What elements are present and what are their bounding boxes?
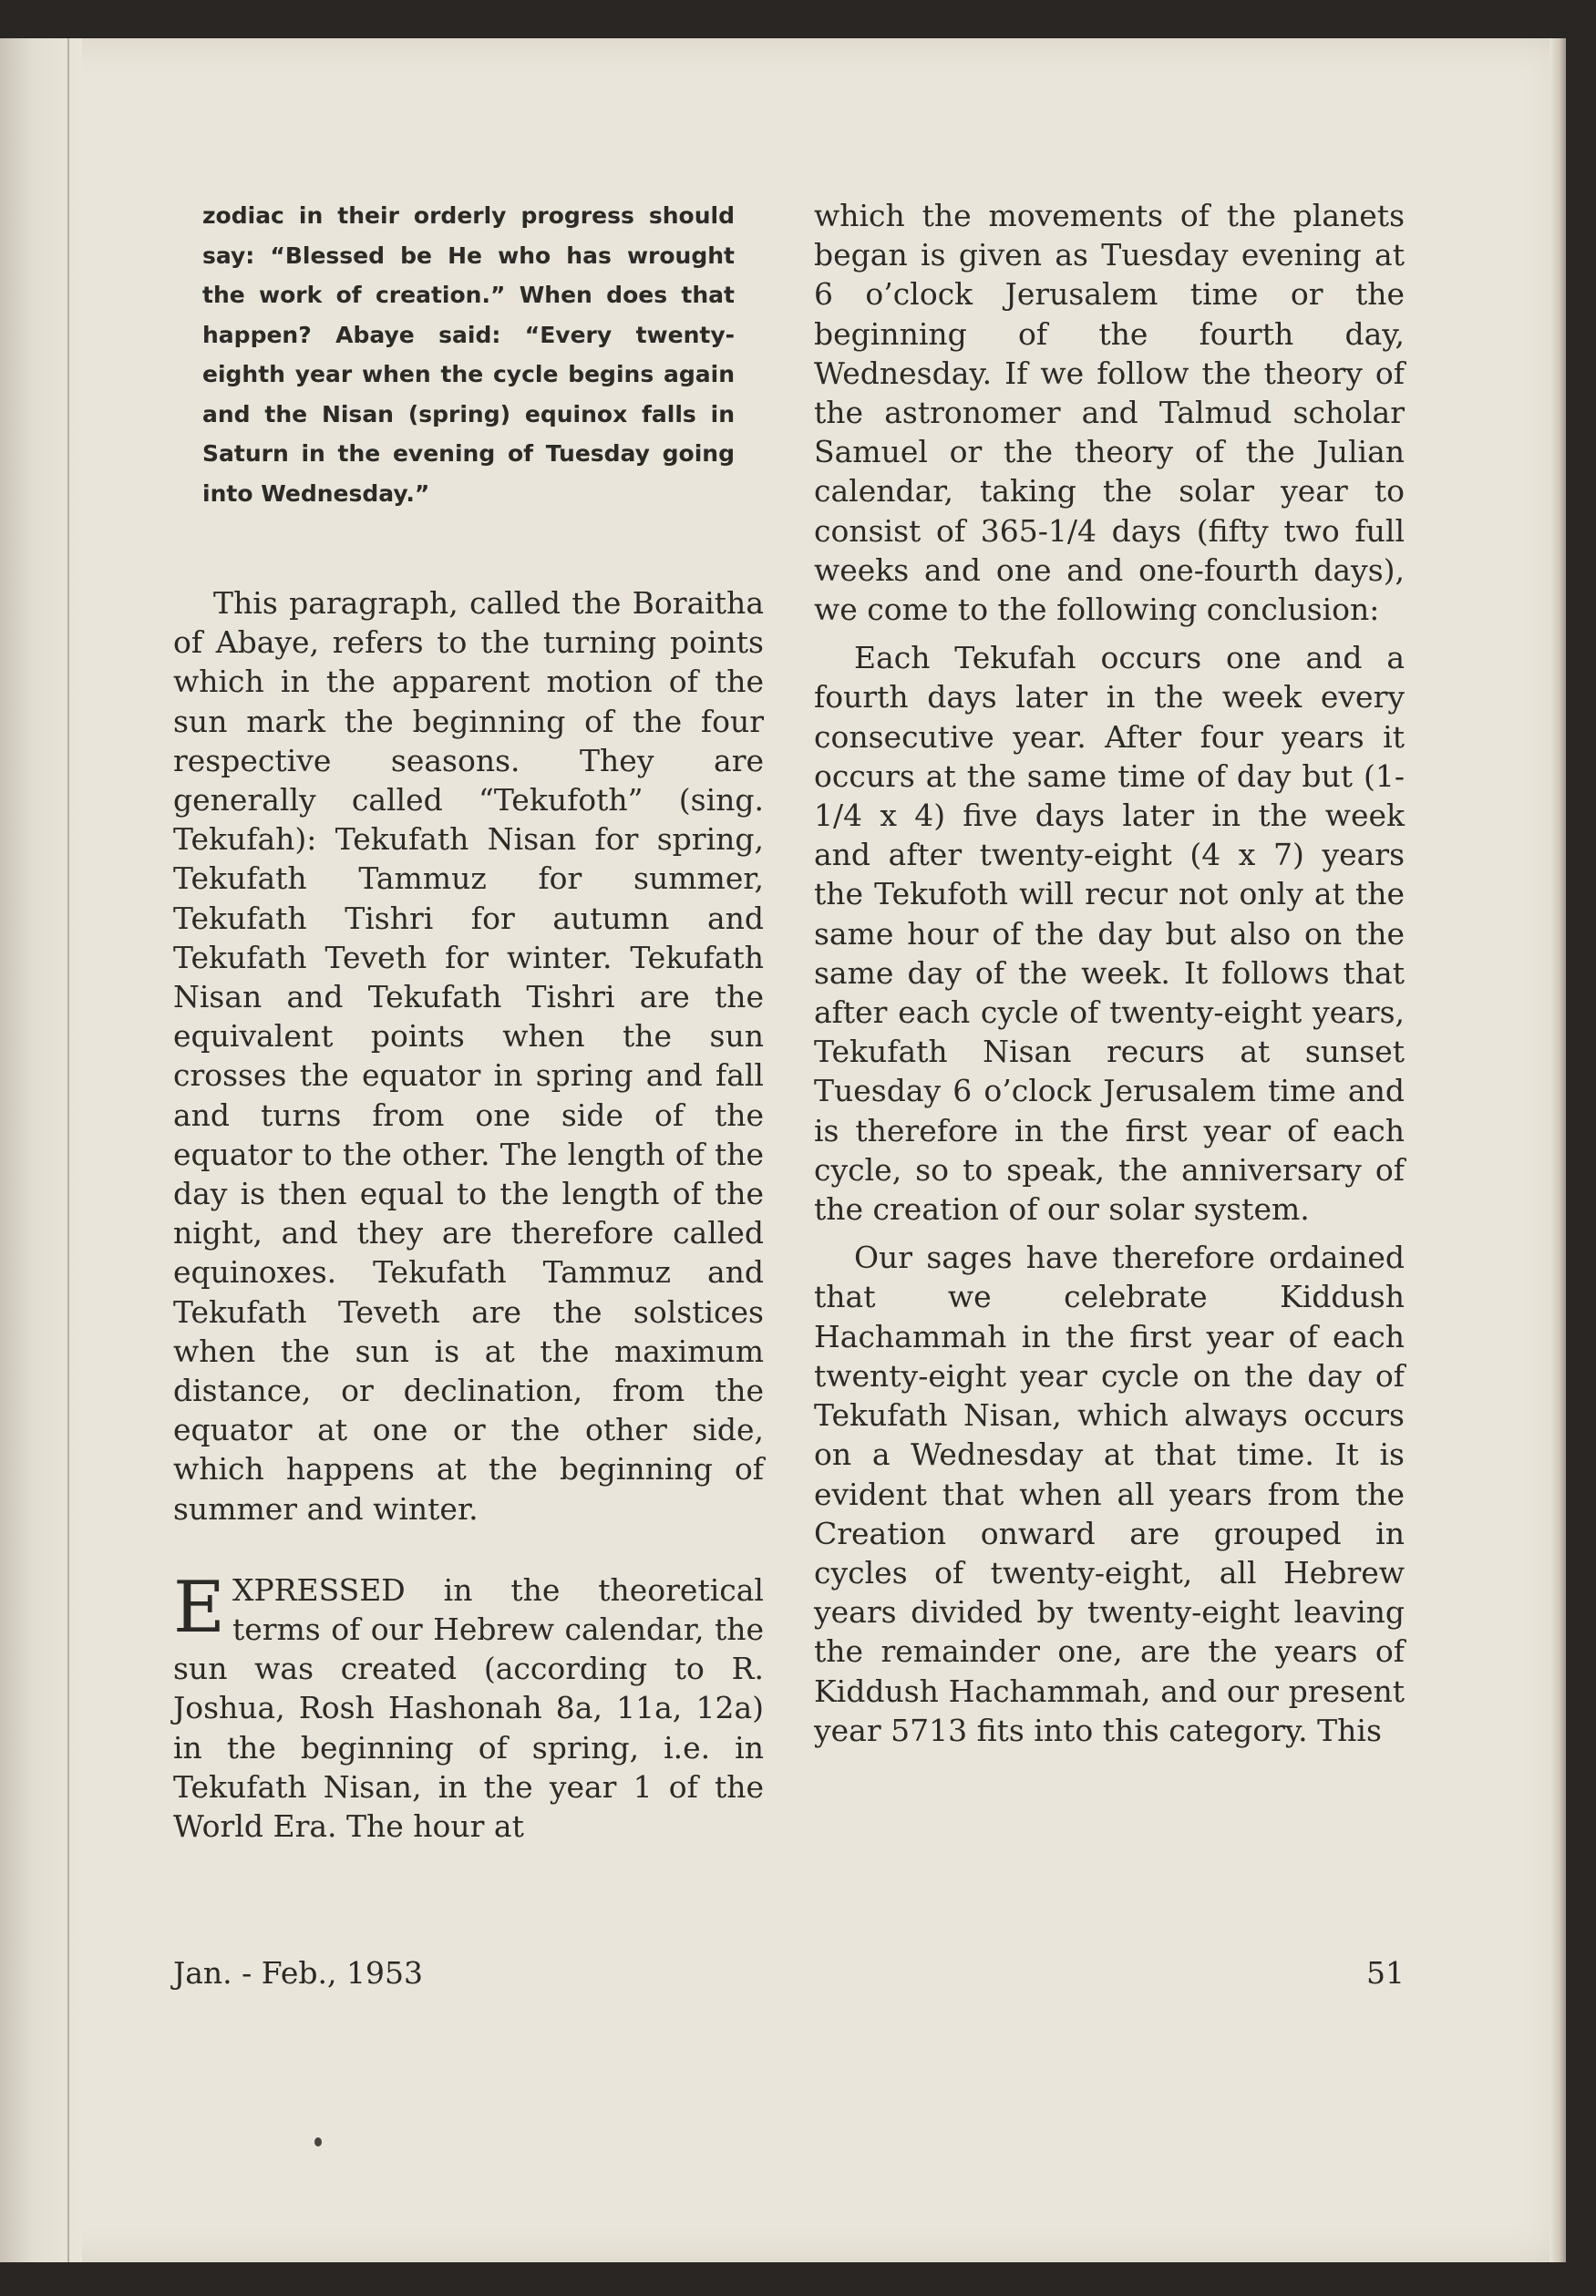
issue-date: Jan. - Feb., 1953	[173, 1955, 423, 1991]
ink-speck	[314, 2137, 322, 2147]
page-right-edge	[1550, 38, 1566, 2262]
left-paragraph-1: This paragraph, called the Boraitha of Abaye, refers to the turning points which in the apparent motion of the sun mark the beginning of the four respective seasons. They are generally called “Tekufoth” (sing. Tekufah): Tekufath Nisan for spring, Tekufath Tammuz for summer, Tekufath Tishri for autumn and Tekufath Teveth for winter. Tekufath Nisan and Tekufath Tishri are the equivalent points when the sun crosses the equator in spring and fall and turns from one side of the equator to the other. The length of the day is then equal to the length of the night, and they are therefore called equinoxes. Tekufath Tammuz and Tekufath Teveth are the solstices when the sun is at the maximum distance, or declination, from the equator at one or the other side, which happens at the beginning of summer and winter.	[173, 585, 764, 1527]
spine-gutter-line	[67, 38, 69, 2262]
drop-cap: E	[173, 1566, 225, 1649]
book-spine-shadow	[0, 38, 82, 2262]
left-paragraph-2	[173, 1566, 764, 1846]
right-paragraph-2: Each Tekufah occurs one and a fourth days later in the week every consecutive year. After four years it occurs at the same time of day but (1-1/4 x 4) five days later in the week and after twenty-eight (4 x 7) years the Tekufoth will recur not only at the same hour of the day but also on the same day of the week. It follows that after each cycle of twenty-eight years, Tekufath Nisan recurs at sunset Tuesday 6 o’clock Jerusalem time and is therefore in the first year of each cycle, so to speak, the anniversary of the creation of our solar system.	[814, 640, 1405, 1228]
right-paragraph-1: which the movements of the planets began is given as Tuesday evening at 6 o’clock Jerusalem time or the beginning of the fourth day, Wednesday. If we follow the theory of the astronomer and Talmud scholar Samuel or the theory of the Julian calendar, taking the solar year to consist of 365-1/4 days (fifty two full weeks and one and one-fourth days), we come to the following conclusion:	[814, 198, 1405, 628]
scan-top-border	[0, 0, 1596, 38]
right-column	[814, 196, 1405, 1750]
quote-block: zodiac in their orderly progress should say: “Blessed be He who has wrought the work of creation.” When does that happen? Abaye said: “Every twenty-eighth year when the cycle begins again and the Nisan (spring) equinox falls in Saturn in the evening of Tuesday going into Wednesday.”	[202, 202, 735, 507]
left-column	[173, 583, 764, 1846]
right-paragraph-3: Our sages have therefore ordained that we celebrate Kiddush Hachammah in the first year of each twenty-eight year cycle on the day of Tekufath Nisan, which always occurs on a Wednesday at that time. It is evident that when all years from the Creation onward are grouped in cycles of twenty-eight, all Hebrew years divided by twenty-eight leaving the remainder one, are the years of Kiddush Hachammah, and our present year 5713 fits into this category. This	[814, 1240, 1405, 1748]
left-paragraph-2-text: XPRESSED in the theoretical terms of our Hebrew calendar, the sun was created (according to R. Joshua, Rosh Hashonah 8a, 11a, 12a) in the beginning of spring, i.e. in Tekufath Nisan, in the year 1 of the World Era. The hour at	[173, 1571, 764, 1845]
page-number: 51	[1366, 1955, 1405, 1991]
